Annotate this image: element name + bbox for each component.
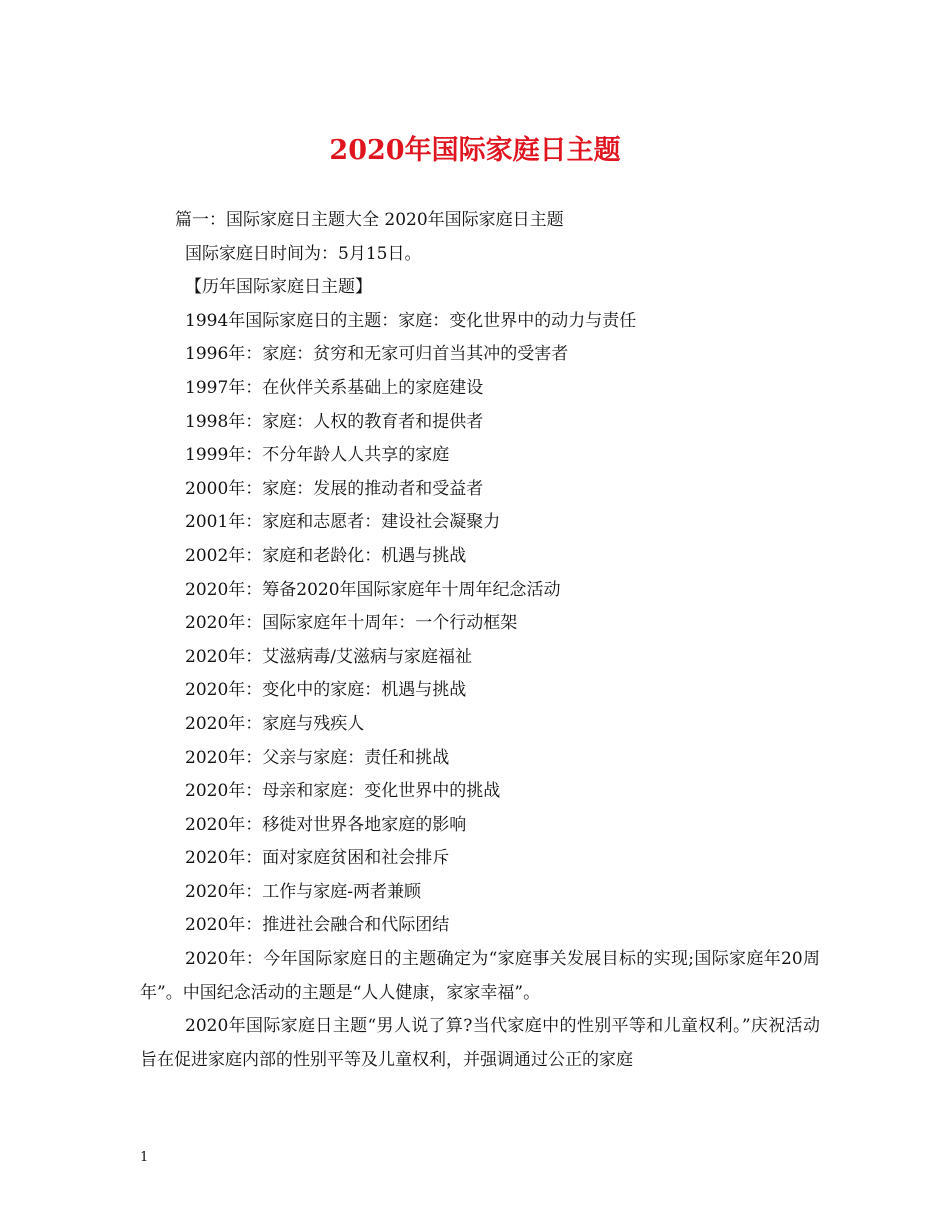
list-item: 2020年：父亲与家庭：责任和挑战 — [185, 747, 450, 768]
list-item: 2020年：变化中的家庭：机遇与挑战 — [185, 680, 467, 701]
list-item: 2000年：家庭：发展的推动者和受益者 — [185, 478, 484, 499]
list-item: 【历年国际家庭日主题】 — [185, 277, 372, 298]
list-item: 2020年：移徙对世界各地家庭的影响 — [185, 814, 467, 835]
list-item: 2001年：家庭和志愿者：建设社会凝聚力 — [185, 512, 501, 533]
intro-line: 篇一：国际家庭日主题大全 2020年国际家庭日主题 — [175, 210, 564, 230]
list-item: 2020年：家庭与残疾人 — [185, 713, 365, 734]
body-paragraph: 2020年国际家庭日主题“男人说了算?当代家庭中的性别平等和儿童权利。”庆祝活动旨在促进家庭内部的性别平等及儿童权利，并强调通过公正的家庭 — [140, 1016, 820, 1070]
list-item: 2020年：推进社会融合和代际团结 — [185, 915, 450, 936]
theme-list — [140, 238, 820, 943]
list-item: 1999年：不分年龄人人共享的家庭 — [185, 445, 450, 466]
page-number: 1 — [140, 1150, 149, 1165]
list-item: 国际家庭日时间为：5月15日。 — [185, 243, 422, 264]
list-item: 2020年：筹备2020年国际家庭年十周年纪念活动 — [185, 579, 561, 600]
document-body — [140, 204, 820, 1077]
list-item: 2020年：工作与家庭-两者兼顾 — [185, 881, 422, 902]
list-item: 1997年：在伙伴关系基础上的家庭建设 — [185, 377, 484, 398]
list-item: 2002年：家庭和老龄化：机遇与挑战 — [185, 545, 467, 566]
list-item: 2020年：国际家庭年十周年：一个行动框架 — [185, 613, 518, 634]
list-item: 2020年：艾滋病毒/艾滋病与家庭福祉 — [185, 646, 472, 667]
document-title: 2020年国际家庭日主题 — [329, 135, 621, 166]
list-item: 2020年：面对家庭贫困和社会排斥 — [185, 848, 450, 869]
body-paragraph: 2020年：今年国际家庭日的主题确定为“家庭事关发展目标的实现;国际家庭年20周年”。中国纪念活动的主题是“人人健康，家家幸福”。 — [140, 949, 820, 1003]
paragraph-group — [140, 943, 820, 1077]
list-item: 2020年：母亲和家庭：变化世界中的挑战 — [185, 781, 501, 802]
list-item: 1994年国际家庭日的主题：家庭：变化世界中的动力与责任 — [185, 310, 637, 331]
list-item: 1998年：家庭：人权的教育者和提供者 — [185, 411, 484, 432]
list-item: 1996年：家庭：贫穷和无家可归首当其冲的受害者 — [185, 344, 569, 365]
